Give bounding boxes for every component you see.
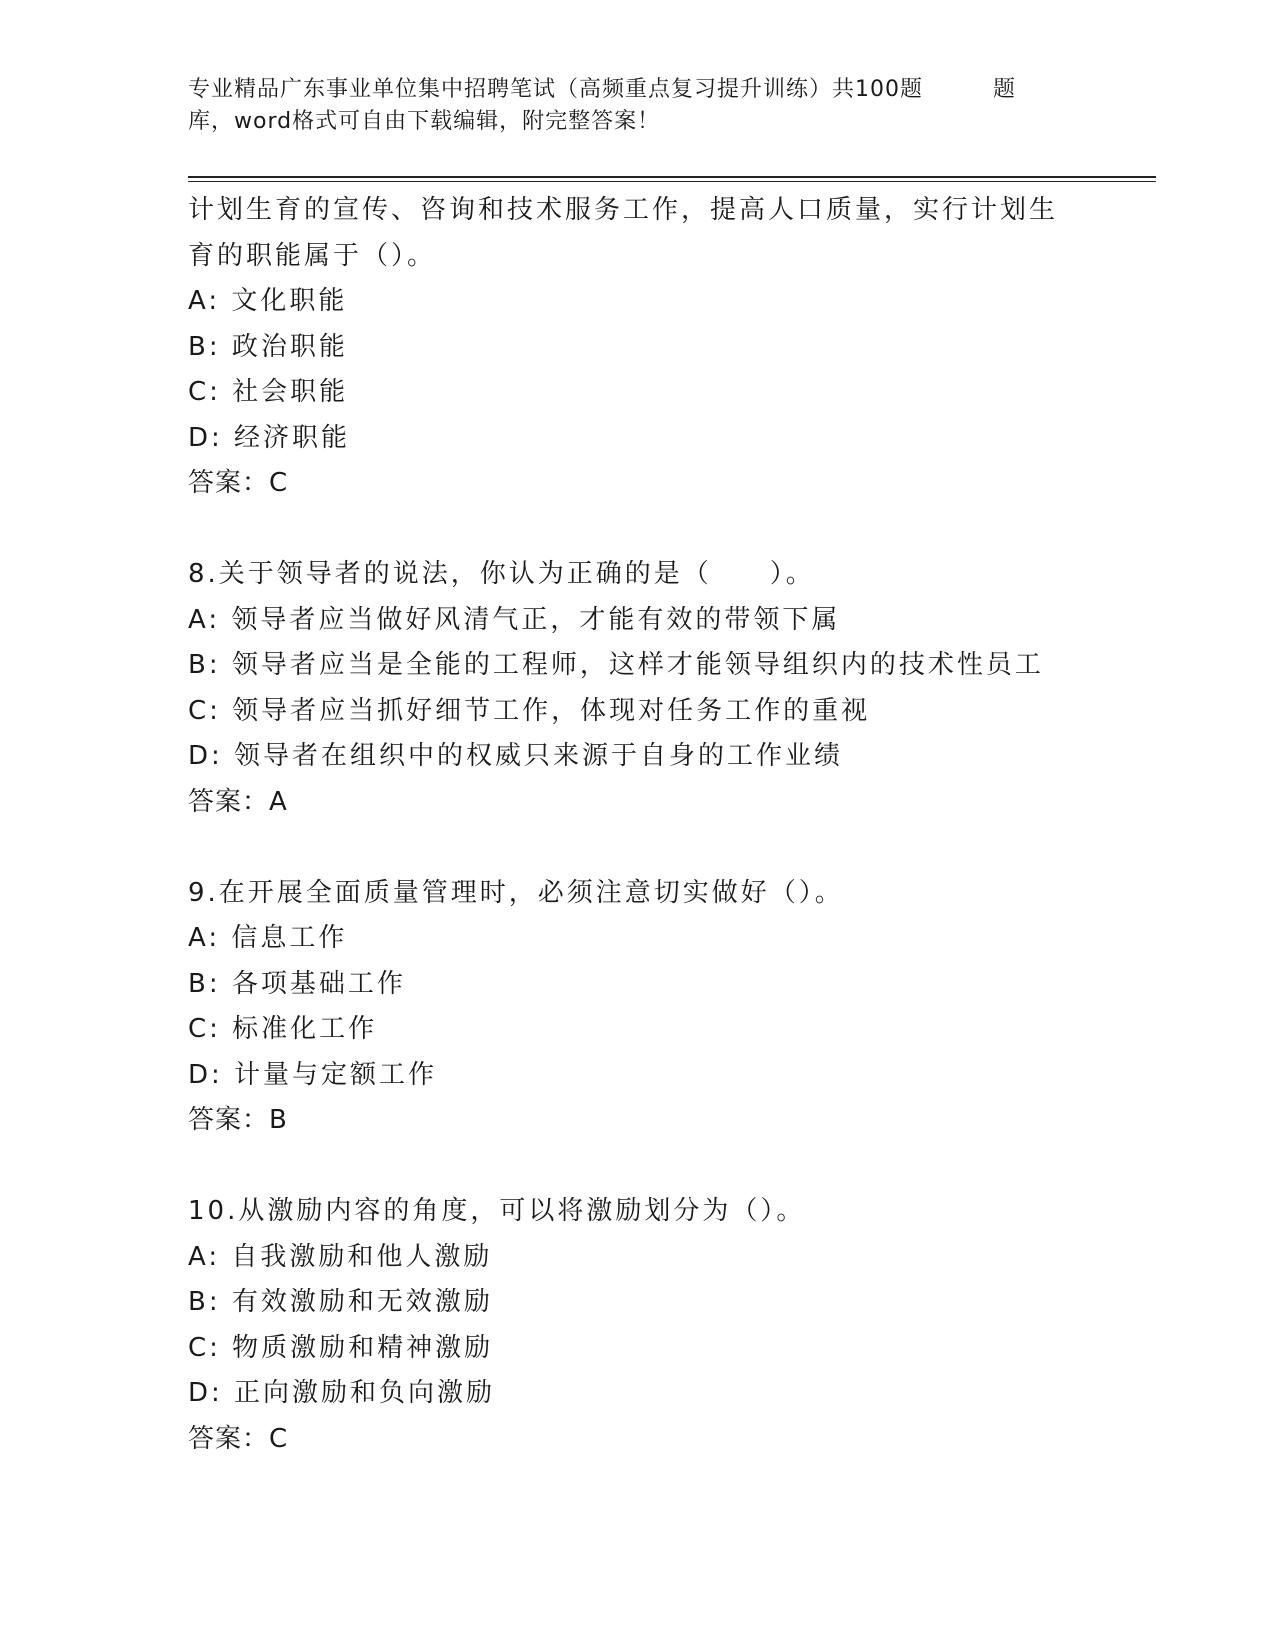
spacer: [188, 507, 1148, 553]
option-b: B: 政治职能: [188, 331, 348, 362]
question-stem: 计划生育的宣传、咨询和技术服务工作，提高人口质量，实行计划生: [188, 195, 1059, 225]
header-title-tail: 题: [993, 77, 1017, 102]
option-c: C: 领导者应当抓好细节工作，体现对任务工作的重视: [188, 695, 871, 726]
answer-line: 答案：C: [188, 1423, 289, 1454]
answer-line: 答案：C: [188, 468, 289, 498]
option-d: D: 计量与定额工作: [188, 1059, 438, 1090]
option-b: B: 领导者应当是全能的工程师，这样才能领导组织内的技术性员工: [188, 650, 1044, 680]
option-a: A: 领导者应当做好风清气正，才能有效的带领下属: [188, 604, 841, 635]
question-stem: 9.在开展全面质量管理时，必须注意切实做好（）。: [188, 877, 844, 908]
option-c: C: 标准化工作: [188, 1014, 378, 1044]
document-header: [188, 74, 1088, 138]
answer-line: 答案：B: [188, 1105, 288, 1135]
question-block-7: [188, 188, 1148, 507]
option-b: B: 各项基础工作: [188, 968, 406, 999]
header-line-1: [188, 74, 1088, 106]
option-c: C: 物质激励和精神激励: [188, 1332, 494, 1363]
question-block-8: [188, 552, 1148, 825]
header-divider-thin: [188, 181, 1156, 182]
header-divider: [188, 176, 1156, 178]
question-block-10: [188, 1189, 1148, 1462]
option-d: D: 领导者在组织中的权威只来源于自身的工作业绩: [188, 741, 844, 771]
header-title: 专业精品广东事业单位集中招聘笔试（高频重点复习提升训练）共100题: [188, 77, 923, 102]
question-block-9: [188, 871, 1148, 1144]
question-stem: 10.从激励内容的角度，可以将激励划分为（）。: [188, 1196, 806, 1226]
header-line-2: 库，word格式可自由下载编辑，附完整答案！: [188, 109, 661, 134]
option-d: D: 经济职能: [188, 422, 351, 453]
option-a: A: 自我激励和他人激励: [188, 1241, 493, 1272]
question-list: [188, 188, 1148, 1462]
spacer: [188, 1144, 1148, 1190]
option-a: A: 文化职能: [188, 286, 348, 316]
option-d: D: 正向激励和负向激励: [188, 1378, 496, 1408]
option-a: A: 信息工作: [188, 923, 348, 953]
option-c: C: 社会职能: [188, 377, 349, 407]
question-stem: 育的职能属于（）。: [188, 240, 437, 271]
spacer: [188, 825, 1148, 871]
question-stem: 8.关于领导者的说法，你认为正确的是（ ）。: [188, 559, 815, 589]
answer-line: 答案：A: [188, 786, 288, 817]
option-b: B: 有效激励和无效激励: [188, 1287, 493, 1317]
